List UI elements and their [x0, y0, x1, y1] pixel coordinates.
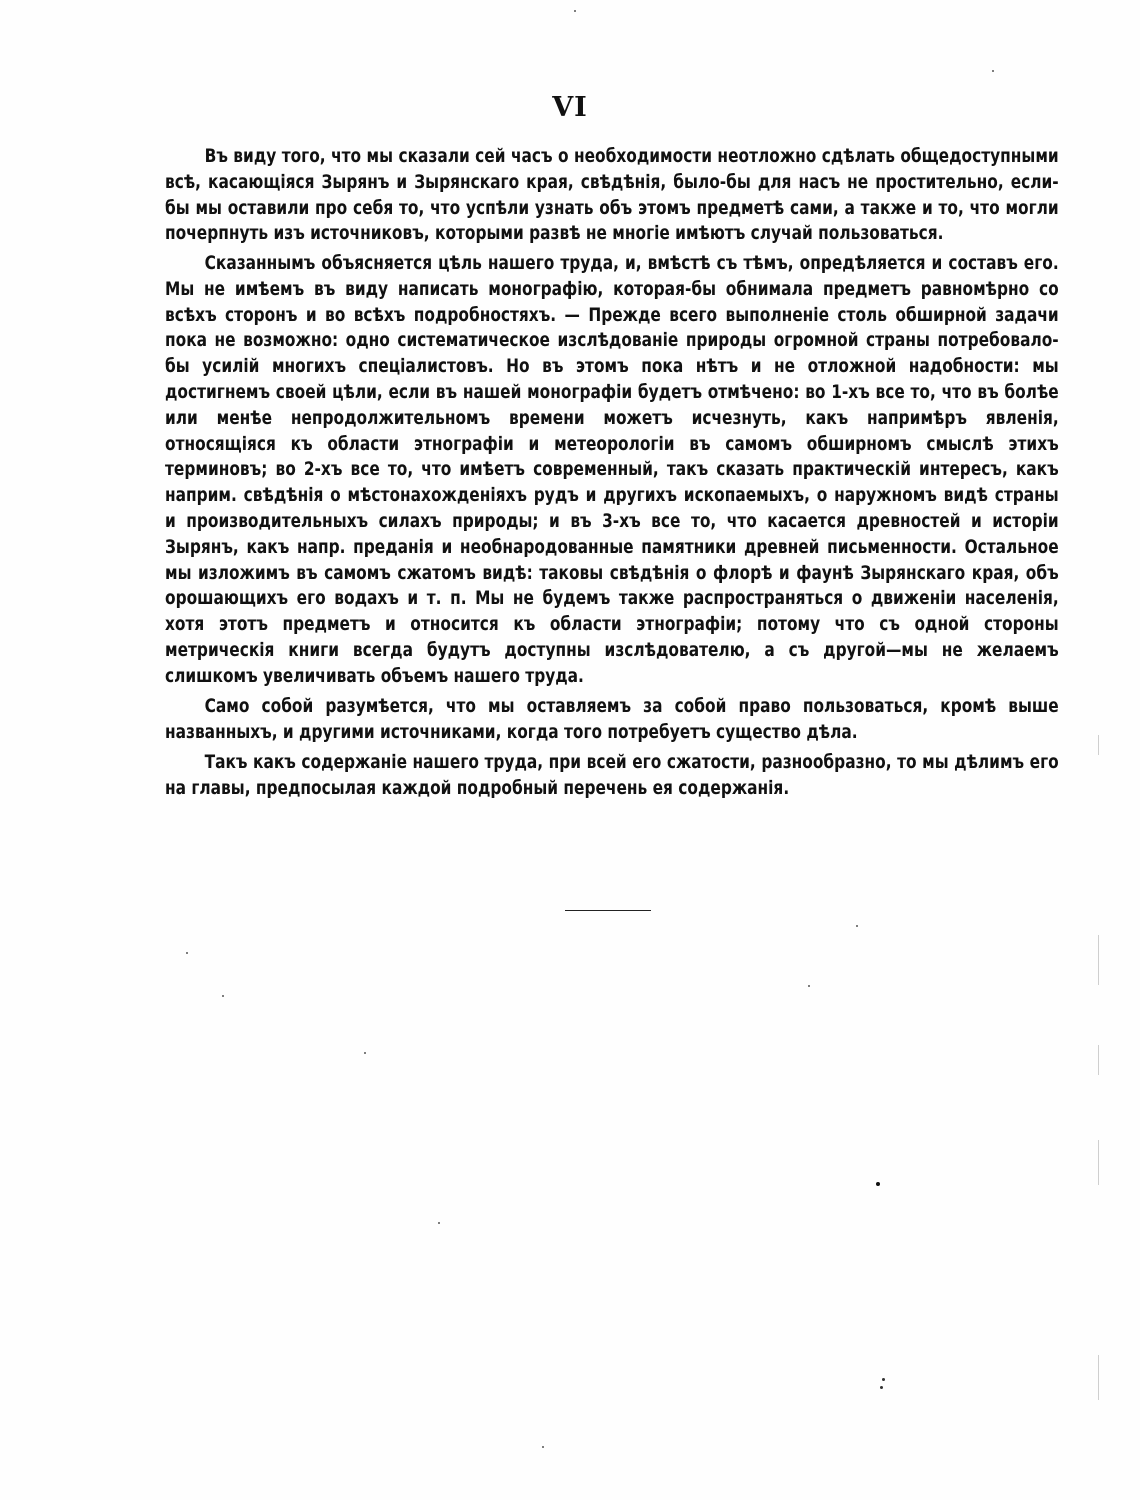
scan-speck [882, 1378, 885, 1381]
scan-speck [222, 995, 224, 997]
scan-speck [574, 10, 576, 12]
scan-speck [542, 1446, 544, 1448]
scan-speck [186, 952, 188, 954]
scan-edge-mark [1098, 935, 1099, 985]
paragraph-3: Само собой разумѣется, что мы оставляемъ за собой право пользоваться, кромѣ выше названныхъ, и другими источниками, когда того потребуетъ существо дѣла. [165, 695, 1059, 743]
paragraph-2: Сказаннымъ объясняется цѣль нашего труда, и, вмѣстѣ съ тѣмъ, опредѣляется и составъ его. Мы не имѣемъ въ виду написать монографію, которая-бы обнимала предметъ равномѣрно со всѣхъ сторонъ и во всѣхъ подробностяхъ. — Прежде всего выполненіе столь обширной задачи пока не возможно: одно систематическое изслѣдованіе природы огромной страны потребовало-бы усилій многихъ спеціалистовъ. Но въ этомъ пока нѣтъ и не отложной надобности: мы достигнемъ своей цѣли, если въ нашей монографіи будетъ отмѣчено: во 1-хъ все то, что въ болѣе или менѣе непродолжительномъ времени можетъ исчезнуть, какъ напримѣръ явленія, относящіяся къ области этнографіи и метеорологіи въ самомъ обширномъ смыслѣ этихъ терминовъ; во 2-хъ все то, что имѣетъ современный, такъ сказать практическій интересъ, какъ наприм. свѣдѣнія о мѣстонахожденіяхъ рудъ и другихъ ископаемыхъ, о наружномъ видѣ страны и производительныхъ силахъ природы; и въ 3-хъ все то, что касается древностей и исторіи Зырянъ, какъ напр. преданія и необнародованные памятники древней письменности. Остальное мы изложимъ въ самомъ сжатомъ видѣ: таковы свѣдѣнія о флорѣ и фаунѣ Зырянскаго края, объ орошающихъ его водахъ и т. п. Мы не будемъ также распространяться о движеніи населенія, хотя этотъ предметъ и относится къ области этнографіи; потому что съ одной стороны метрическія книги всегда будутъ доступны изслѣдователю, а съ другой—мы не желаемъ слишкомъ увеличивать объемъ нашего труда. [165, 252, 1059, 687]
body-text [165, 144, 1059, 806]
scan-edge-mark [1098, 1045, 1099, 1075]
section-divider-rule [565, 910, 651, 911]
paragraph-4: Такъ какъ содержаніе нашего труда, при всей его сжатости, разнообразно, то мы дѣлимъ его на главы, предпосылая каждой подробный перечень ея содержанія. [165, 751, 1059, 799]
scan-speck [992, 70, 994, 72]
scan-speck [876, 1182, 880, 1186]
scan-edge-mark [1098, 1140, 1099, 1185]
scan-speck [880, 1386, 883, 1389]
paragraph-1: Въ виду того, что мы сказали сей часъ о необходимости неотложно сдѣлать общедоступными всѣ, касающіяся Зырянъ и Зырянскаго края, свѣдѣнія, было-бы для насъ не простительно, если-бы мы оставили про себя то, что успѣли узнать объ этомъ предметѣ сами, а также и то, что могли почерпнуть изъ источниковъ, которыми развѣ не многіе имѣютъ случай пользоваться. [165, 145, 1059, 245]
paragraph-wrap [165, 251, 1059, 690]
scan-edge-mark [1098, 735, 1099, 755]
page-number: VI [552, 92, 588, 123]
scan-edge-mark [1098, 1355, 1099, 1400]
paragraph-wrap [165, 694, 1059, 746]
scan-speck [364, 1052, 366, 1054]
paragraph-wrap [165, 750, 1059, 802]
paragraph-wrap [165, 144, 1059, 247]
scan-speck [856, 925, 858, 927]
scan-speck [438, 1222, 440, 1224]
scan-speck [808, 985, 810, 987]
